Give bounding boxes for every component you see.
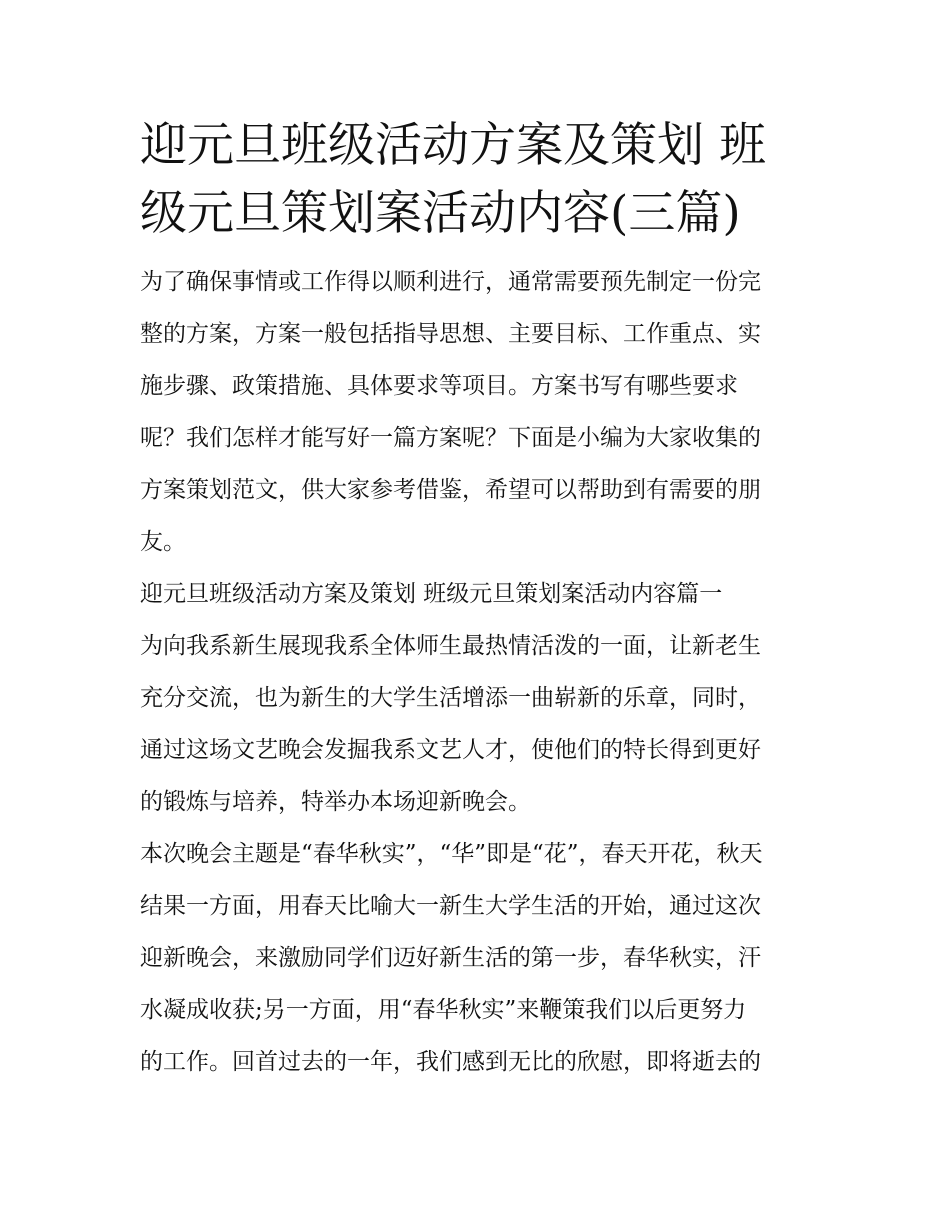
title-line: 级元旦策划案活动内容(三篇): [140, 186, 741, 241]
text-line: 的锻炼与培养，特举办本场迎新晚会。: [140, 789, 531, 815]
text-line: 友。: [140, 529, 186, 555]
text-line: 整的方案，方案一般包括指导思想、主要目标、工作重点、实: [140, 321, 761, 347]
text-line: 通过这场文艺晚会发掘我系文艺人才，使他们的特长得到更好: [140, 737, 761, 763]
text-line: 结果一方面，用春天比喻大一新生大学生活的开始，通过这次: [140, 893, 761, 919]
text-line: 施步骤、政策措施、具体要求等项目。方案书写有哪些要求: [140, 373, 738, 399]
body-paragraph-2: [140, 828, 812, 1088]
body-paragraph-1: [140, 620, 812, 828]
text-line: 的工作。回首过去的一年，我们感到无比的欣慰，即将逝去的: [140, 1049, 761, 1075]
text-line: 本次晚会主题是“春华秋实”，“华”即是“花”，春天开花，秋天: [140, 841, 763, 867]
text-line: 呢？我们怎样才能写好一篇方案呢？下面是小编为大家收集的: [140, 425, 761, 451]
text-line: 充分交流，也为新生的大学生活增添一曲崭新的乐章，同时，: [140, 685, 761, 711]
text-line: 为向我系新生展现我系全体师生最热情活泼的一面，让新老生: [140, 633, 761, 659]
document-body: [140, 112, 812, 1088]
text-line: 为了确保事情或工作得以顺利进行，通常需要预先制定一份完: [140, 269, 761, 295]
section-heading: [140, 568, 812, 620]
document-title: [140, 112, 812, 248]
text-line: 迎新晚会，来激励同学们迈好新生活的第一步，春华秋实，汗: [140, 945, 761, 971]
text-line: 方案策划范文，供大家参考借鉴，希望可以帮助到有需要的朋: [140, 477, 761, 503]
text-line: 水凝成收获;另一方面，用“春华秋实”来鞭策我们以后更努力: [140, 997, 747, 1023]
intro-paragraph: [140, 256, 812, 568]
section-heading-text: 迎元旦班级活动方案及策划 班级元旦策划案活动内容篇一: [140, 581, 723, 607]
title-line: 迎元旦班级活动方案及策划 班: [140, 118, 766, 173]
